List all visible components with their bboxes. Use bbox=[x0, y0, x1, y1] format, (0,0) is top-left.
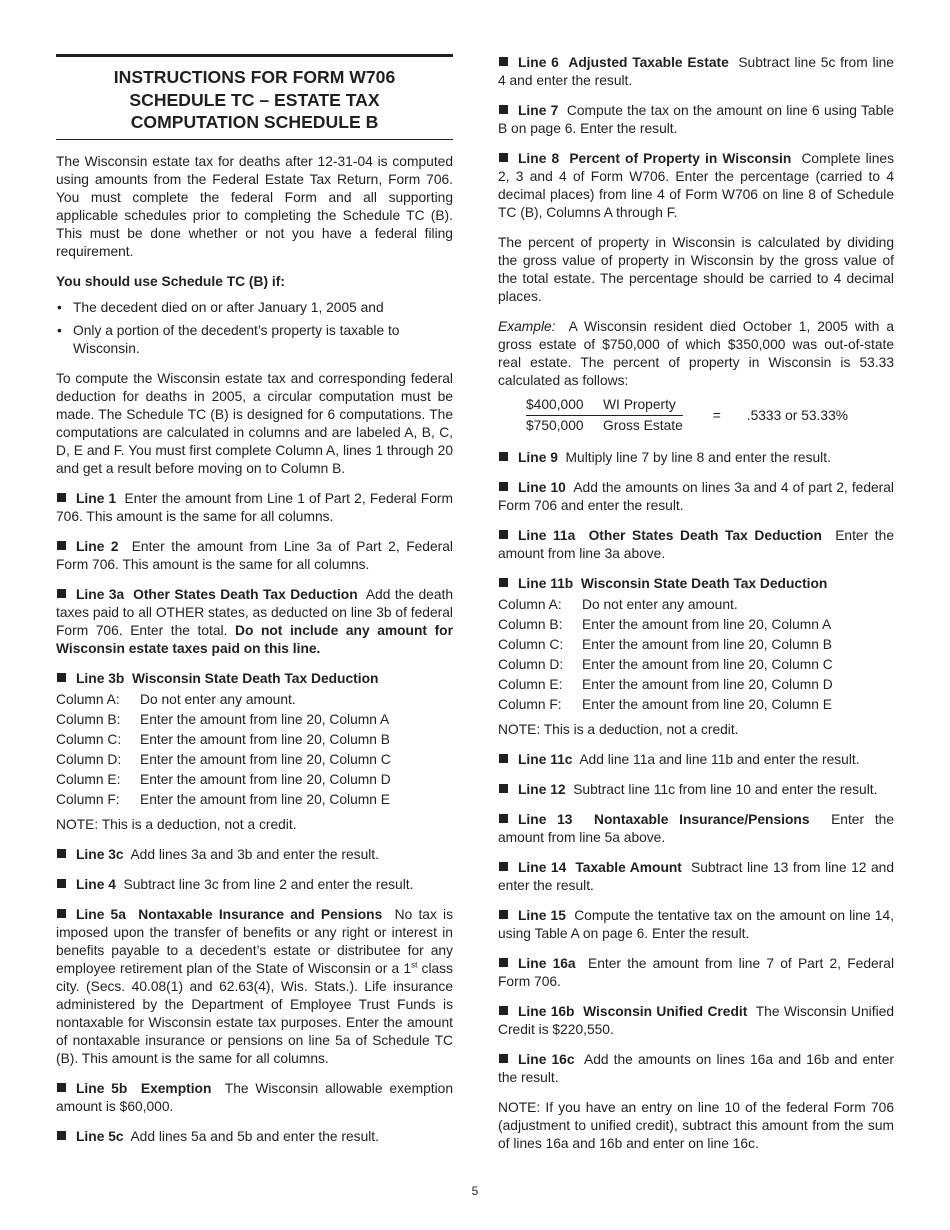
percent-paragraph: The percent of property in Wisconsin is calculated by dividing the gross value of property in Wisconsin by the gross value of the total estate. The percentage should be carried to 4 decimal places. bbox=[498, 235, 894, 304]
square-bullet-icon bbox=[499, 57, 508, 66]
line-3b-column-table bbox=[56, 691, 391, 811]
line-3b-instruction: Line 3b Wisconsin State Death Tax Deduction bbox=[56, 670, 453, 688]
square-bullet-icon bbox=[499, 105, 508, 114]
square-bullet-icon bbox=[499, 530, 508, 539]
square-bullet-icon bbox=[57, 1083, 66, 1092]
table-row: Column F: Enter the amount from line 20, Column E bbox=[56, 791, 391, 807]
table-row: Column F: Enter the amount from line 20, Column E bbox=[498, 697, 833, 712]
page-title: INSTRUCTIONS FOR FORM W706 SCHEDULE TC – ESTATE TAX COMPUTATION SCHEDULE B bbox=[56, 54, 453, 140]
line-3c-instruction: Line 3c Add lines 3a and 3b and enter the result. bbox=[56, 846, 453, 864]
square-bullet-icon bbox=[57, 493, 66, 502]
table-row: Column B: Enter the amount from line 20, Column A bbox=[498, 617, 832, 632]
list-item: • The decedent died on or after January 1, 2005 and bbox=[57, 299, 384, 315]
line-16c-instruction: Line 16c Add the amounts on lines 16a and 16b and enter the result. bbox=[498, 1052, 894, 1085]
square-bullet-icon bbox=[499, 862, 508, 871]
line-5c-instruction: Line 5c Add lines 5a and 5b and enter the result. bbox=[56, 1128, 453, 1146]
square-bullet-icon bbox=[57, 1131, 66, 1140]
square-bullet-icon bbox=[57, 879, 66, 888]
left-column bbox=[56, 54, 453, 1158]
square-bullet-icon bbox=[57, 909, 66, 918]
table-row: Column D: Enter the amount from line 20, Column C bbox=[498, 657, 833, 672]
square-bullet-icon bbox=[499, 814, 508, 823]
line-11c-instruction: Line 11c Add line 11a and line 11b and enter the result. bbox=[498, 751, 894, 769]
line-3a-instruction: Line 3a Other States Death Tax Deduction Add the death taxes paid to all OTHER states, as deducted on line 3b of federal Form 706. Enter the total. Do not include any amount for Wisconsin estate taxes paid on this line. bbox=[56, 586, 453, 656]
square-bullet-icon bbox=[499, 1054, 508, 1063]
use-bullet-list bbox=[56, 299, 453, 358]
numerator-amount: $400,000 bbox=[526, 397, 584, 412]
line-11b-instruction: Line 11b Wisconsin State Death Tax Deduction bbox=[498, 575, 894, 593]
line-10-instruction: Line 10 Add the amounts on lines 3a and 4 of part 2, federal Form 706 and enter the result. bbox=[498, 480, 894, 513]
use-heading: You should use Schedule TC (B) if: bbox=[56, 273, 285, 289]
percent-fraction bbox=[526, 396, 894, 435]
square-bullet-icon bbox=[57, 673, 66, 682]
equals-sign: = bbox=[712, 407, 721, 423]
fraction-result: .5333 or 53.33% bbox=[746, 407, 849, 423]
line-11b-note: NOTE: This is a deduction, not a credit. bbox=[498, 722, 739, 737]
line-11b-column-table bbox=[498, 596, 833, 716]
final-note: NOTE: If you have an entry on line 10 of the federal Form 706 (adjustment to unified credit), subtract this amount from the sum of lines 16a and 16b and enter on line 16c. bbox=[498, 1100, 894, 1151]
table-row: Column E: Enter the amount from line 20, Column D bbox=[498, 677, 833, 692]
square-bullet-icon bbox=[499, 784, 508, 793]
table-row: Column A: Do not enter any amount. bbox=[56, 691, 296, 707]
line-9-instruction: Line 9 Multiply line 7 by line 8 and enter the result. bbox=[498, 449, 894, 467]
line-7-instruction: Line 7 Compute the tax on the amount on line 6 using Table B on page 6. Enter the result. bbox=[498, 103, 894, 136]
square-bullet-icon bbox=[499, 482, 508, 491]
table-row: Column C: Enter the amount from line 20, Column B bbox=[498, 637, 833, 652]
numerator-label: WI Property bbox=[603, 397, 676, 412]
table-row: Column D: Enter the amount from line 20, Column C bbox=[56, 751, 391, 767]
square-bullet-icon bbox=[57, 589, 66, 598]
square-bullet-icon bbox=[499, 910, 508, 919]
list-item: • Only a portion of the decedent’s property is taxable to Wisconsin. bbox=[57, 322, 400, 356]
line-13-instruction: Line 13 Nontaxable Insurance/Pensions Enter the amount from line 5a above. bbox=[498, 812, 895, 845]
denominator-label: Gross Estate bbox=[603, 418, 683, 433]
line-16a-instruction: Line 16a Enter the amount from line 7 of Part 2, Federal Form 706. bbox=[498, 956, 895, 989]
square-bullet-icon bbox=[57, 541, 66, 550]
example-paragraph: Example: A Wisconsin resident died October 1, 2005 with a gross estate of $750,000 of which $350,000 was out-of-state real estate. The percent of property in Wisconsin is 53.33 calculated as follows: bbox=[498, 319, 894, 388]
line-8-instruction: Line 8 Percent of Property in Wisconsin Complete lines 2, 3 and 4 of Form W706. Enter the percentage (carried to 4 decimal places) from line 4 of Form W706 on line 8 of Schedule TC (B), Columns A through F. bbox=[498, 151, 894, 220]
line-2-instruction: Line 2 Enter the amount from Line 3a of Part 2, Federal Form 706. This amount is the same for all columns. bbox=[56, 538, 453, 572]
line-12-instruction: Line 12 Subtract line 11c from line 10 and enter the result. bbox=[498, 781, 894, 799]
line-15-instruction: Line 15 Compute the tentative tax on the amount on line 14, using Table A on page 6. Enter the result. bbox=[498, 908, 894, 941]
line-4-instruction: Line 4 Subtract line 3c from line 2 and enter the result. bbox=[56, 876, 453, 894]
line-1-instruction: Line 1 Enter the amount from Line 1 of Part 2, Federal Form 706. This amount is the same for all columns. bbox=[56, 490, 453, 524]
table-row: Column B: Enter the amount from line 20, Column A bbox=[56, 711, 390, 727]
right-column bbox=[498, 54, 894, 1165]
page-number: 5 bbox=[471, 1184, 479, 1198]
square-bullet-icon bbox=[499, 153, 508, 162]
denominator-amount: $750,000 bbox=[526, 418, 584, 433]
line-3b-note: NOTE: This is a deduction, not a credit. bbox=[56, 816, 297, 832]
line-5a-instruction: Line 5a Nontaxable Insurance and Pensions No tax is imposed upon the transfer of benefits or any right or interest in benefits payable to a decedent’s estate or distributee for any employee retirement plan of the State of Wisconsin or a 1st class city. (Secs. 40.08(1) and 62.63(4), Wis. Stats.). Life insurance administered by the Department of Employee Trust Funds is nontaxable for Wisconsin estate tax purposes. Enter the amount of nontaxable insurance or pensions on line 5a of Schedule TC (B). This amount is the same for all columns. bbox=[56, 906, 453, 1066]
intro-paragraph: The Wisconsin estate tax for deaths after 12-31-04 is computed using amounts from the Federal Estate Tax Return, Form 706. You must complete the federal Form and all supporting applicable schedules prior to completing the Schedule TC (B). This must be done whether or not you have a federal filing requirement. bbox=[56, 153, 453, 259]
line-6-instruction: Line 6 Adjusted Taxable Estate Subtract line 5c from line 4 and enter the result. bbox=[498, 55, 894, 88]
table-row: Column E: Enter the amount from line 20, Column D bbox=[56, 771, 391, 787]
line-16b-instruction: Line 16b Wisconsin Unified Credit The Wisconsin Unified Credit is $220,550. bbox=[498, 1004, 894, 1037]
square-bullet-icon bbox=[499, 958, 508, 967]
square-bullet-icon bbox=[499, 578, 508, 587]
compute-paragraph: To compute the Wisconsin estate tax and corresponding federal deduction for deaths in 2005, a circular computation must be made. The Schedule TC (B) is designed for 6 computations. The computations are calculated in columns and are labeled A, B, C, D, E and F. You must first complete Column A, lines 1 through 20 and get a result before moving on to Column B. bbox=[56, 370, 453, 476]
line-11a-instruction: Line 11a Other States Death Tax Deduction Enter the amount from line 3a above. bbox=[498, 528, 894, 561]
line-5b-instruction: Line 5b Exemption The Wisconsin allowable exemption amount is $60,000. bbox=[56, 1080, 453, 1114]
square-bullet-icon bbox=[499, 754, 508, 763]
square-bullet-icon bbox=[499, 1006, 508, 1015]
square-bullet-icon bbox=[499, 452, 508, 461]
line-14-instruction: Line 14 Taxable Amount Subtract line 13 from line 12 and enter the result. bbox=[498, 860, 895, 893]
table-row: Column C: Enter the amount from line 20, Column B bbox=[56, 731, 391, 747]
square-bullet-icon bbox=[57, 849, 66, 858]
table-row: Column A: Do not enter any amount. bbox=[498, 597, 738, 612]
